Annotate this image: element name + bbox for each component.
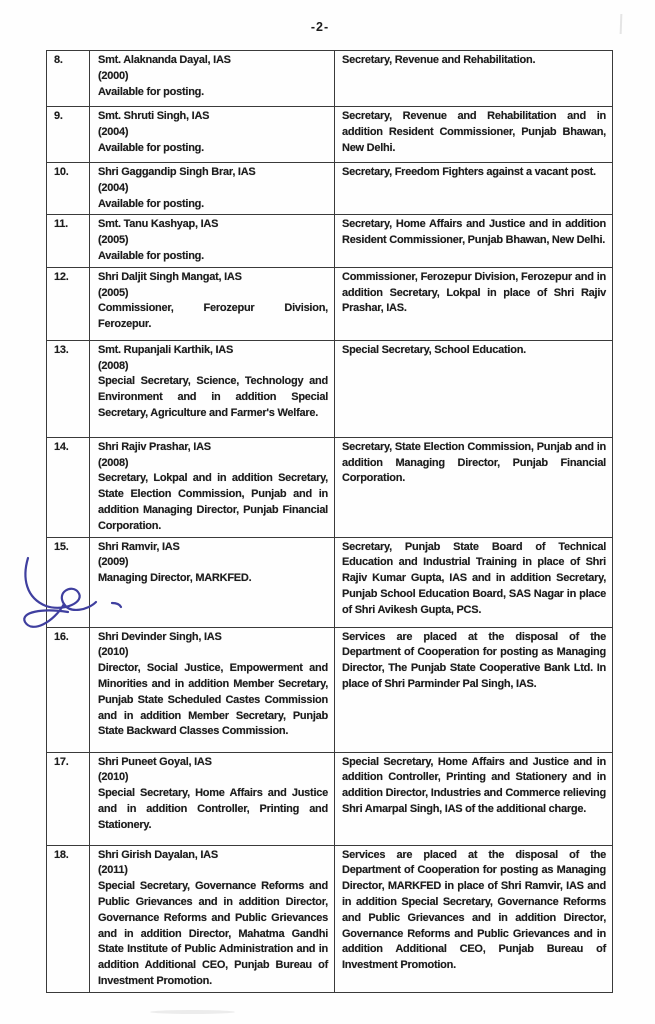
postings-table <box>46 50 613 993</box>
officer-name: Shri Daljit Singh Mangat, IAS <box>98 270 242 283</box>
serial-cell <box>47 537 90 627</box>
new-posting-cell <box>335 107 613 163</box>
officer-cell <box>90 340 335 437</box>
officer-cell <box>90 267 335 340</box>
officer-current-posting: Special Secretary, Governance Reforms and Public Grievances and in addition Director, Governance Reforms and Public Grievances and in addition Director, Mahatma Gandhi State Institute of Public Administration and in addition Additional CEO, Punjab Bureau of Investment Promotion. <box>98 880 328 987</box>
officer-name: Shri Puneet Goyal, IAS <box>98 755 212 768</box>
new-posting-text: Secretary, State Election Commission, Punjab and in addition Managing Director, Punjab Financial Corporation. <box>342 440 606 485</box>
new-posting-text: Secretary, Revenue and Rehabilitation and in addition Resident Commissioner, Punjab Bhawan, New Delhi. <box>342 110 606 154</box>
officer-name: Smt. Tanu Kashyap, IAS <box>98 218 219 231</box>
table-row <box>47 627 613 752</box>
serial-cell <box>47 627 90 752</box>
serial-cell <box>47 51 90 107</box>
new-posting-text: Secretary, Freedom Fighters against a vacant post. <box>342 166 596 178</box>
officer-name: Smt. Alaknanda Dayal, IAS <box>98 54 231 66</box>
scan-artifact-smudge <box>150 1010 235 1014</box>
officer-batch-year: (2004) <box>98 125 129 138</box>
table-row <box>47 340 613 437</box>
new-posting-text: Commissioner, Ferozepur Division, Ferozepur and in addition Secretary, Lokpal in place of Shri Rajiv Prashar, IAS. <box>342 270 606 315</box>
serial-cell <box>47 437 90 537</box>
officer-cell <box>90 845 335 992</box>
table-row <box>47 752 613 845</box>
new-posting-text: Special Secretary, Home Affairs and Justice and in addition Controller, Printing and Stationery and in addition Director, Industries and Commerce relieving Shri Amarpal Singh, IAS of the additional charge. <box>342 755 606 815</box>
serial-number: 10. <box>54 166 69 178</box>
new-posting-cell <box>335 845 613 992</box>
serial-cell <box>47 163 90 215</box>
serial-number: 8. <box>54 54 63 66</box>
officer-cell <box>90 215 335 267</box>
new-posting-cell <box>335 627 613 752</box>
serial-number: 11. <box>54 218 68 231</box>
officer-name: Shri Gaggandip Singh Brar, IAS <box>98 166 256 178</box>
officer-name: Shri Devinder Singh, IAS <box>98 630 222 643</box>
officer-current-posting: Available for posting. <box>98 249 204 262</box>
serial-cell <box>47 107 90 163</box>
officer-current-posting: Available for posting. <box>98 197 204 210</box>
new-posting-cell <box>335 752 613 845</box>
officer-cell <box>90 752 335 845</box>
serial-number: 15. <box>54 540 69 553</box>
officer-batch-year: (2008) <box>98 359 129 372</box>
officer-cell <box>90 51 335 107</box>
officer-current-posting: Managing Director, MARKFED. <box>98 572 252 585</box>
officer-batch-year: (2004) <box>98 181 129 194</box>
new-posting-cell <box>335 437 613 537</box>
serial-cell <box>47 752 90 845</box>
table-row <box>47 437 613 537</box>
officer-name: Shri Rajiv Prashar, IAS <box>98 440 211 453</box>
serial-number: 18. <box>54 848 69 861</box>
table-row <box>47 537 613 627</box>
table-row <box>47 51 613 107</box>
officer-batch-year: (2005) <box>98 286 129 299</box>
new-posting-text: Secretary, Revenue and Rehabilitation. <box>342 54 536 66</box>
new-posting-cell <box>335 537 613 627</box>
officer-cell <box>90 163 335 215</box>
serial-cell <box>47 267 90 340</box>
serial-number: 12. <box>54 270 69 283</box>
serial-number: 9. <box>54 110 63 122</box>
officer-name: Smt. Shruti Singh, IAS <box>98 110 210 122</box>
officer-current-posting: Secretary, Lokpal and in addition Secretary, State Election Commission, Punjab and in addition Managing Director, Punjab Financial Corporation. <box>98 472 328 532</box>
officer-batch-year: (2008) <box>98 456 129 469</box>
officer-cell <box>90 107 335 163</box>
serial-cell <box>47 340 90 437</box>
new-posting-cell <box>335 340 613 437</box>
new-posting-text: Secretary, Home Affairs and Justice and in addition Resident Commissioner, Punjab Bhawan, New Delhi. <box>342 218 606 247</box>
officer-batch-year: (2011) <box>98 864 128 877</box>
officer-cell <box>90 437 335 537</box>
officer-batch-year: (2000) <box>98 69 129 82</box>
officer-current-posting: Available for posting. <box>98 141 204 154</box>
postings-table-body <box>47 51 613 993</box>
table-row <box>47 215 613 267</box>
table-row <box>47 845 613 992</box>
officer-cell <box>90 627 335 752</box>
table-row <box>47 267 613 340</box>
new-posting-cell <box>335 163 613 215</box>
officer-current-posting: Commissioner, Ferozepur Division, Ferozepur. <box>98 302 328 331</box>
officer-batch-year: (2005) <box>98 234 129 247</box>
page-number: -2- <box>310 20 330 34</box>
new-posting-text: Services are placed at the disposal of the Department of Cooperation for posting as Managing Director, MARKFED in place of Shri Ramvir, IAS and in addition Special Secretary, Governance Reforms and Public Grievances and in addition Director, Governance Reforms and Public Grievances and in addition Additional CEO, Punjab Bureau of Investment Promotion. <box>342 848 606 972</box>
new-posting-text: Secretary, Punjab State Board of Technical Education and Industrial Training in place of Shri Rajiv Kumar Gupta, IAS and in addition Secretary, Punjab School Education Board, SAS Nagar in place of Shri Avikesh Gupta, PCS. <box>342 540 606 616</box>
officer-name: Smt. Rupanjali Karthik, IAS <box>98 343 234 356</box>
new-posting-cell <box>335 267 613 340</box>
serial-number: 14. <box>54 440 69 453</box>
new-posting-cell <box>335 215 613 267</box>
table-row <box>47 107 613 163</box>
officer-batch-year: (2009) <box>98 556 129 569</box>
new-posting-text: Special Secretary, School Education. <box>342 343 526 356</box>
officer-name: Shri Girish Dayalan, IAS <box>98 848 218 861</box>
serial-number: 13. <box>54 343 69 356</box>
new-posting-text: Services are placed at the disposal of the Department of Cooperation for posting as Managing Director, The Punjab State Cooperative Bank Ltd. In place of Shri Parminder Pal Singh, IAS. <box>342 630 606 690</box>
officer-batch-year: (2010) <box>98 646 129 659</box>
officer-current-posting: Special Secretary, Science, Technology and Environment and in addition Special Secretary, Agriculture and Farmer's Welfare. <box>98 375 328 419</box>
officer-name: Shri Ramvir, IAS <box>98 540 180 553</box>
serial-number: 17. <box>54 755 69 768</box>
officer-current-posting: Available for posting. <box>98 85 204 98</box>
new-posting-cell <box>335 51 613 107</box>
serial-number: 16. <box>54 630 69 643</box>
table-row <box>47 163 613 215</box>
serial-cell <box>47 215 90 267</box>
officer-batch-year: (2010) <box>98 771 129 784</box>
serial-cell <box>47 845 90 992</box>
officer-current-posting: Special Secretary, Home Affairs and Justice and in addition Controller, Printing and Stationery. <box>98 787 328 831</box>
officer-cell <box>90 537 335 627</box>
officer-current-posting: Director, Social Justice, Empowerment and Minorities and in addition Member Secretary, Punjab State Scheduled Castes Commission and in addition Member Secretary, Punjab State Backward Classes Commission. <box>98 662 328 738</box>
